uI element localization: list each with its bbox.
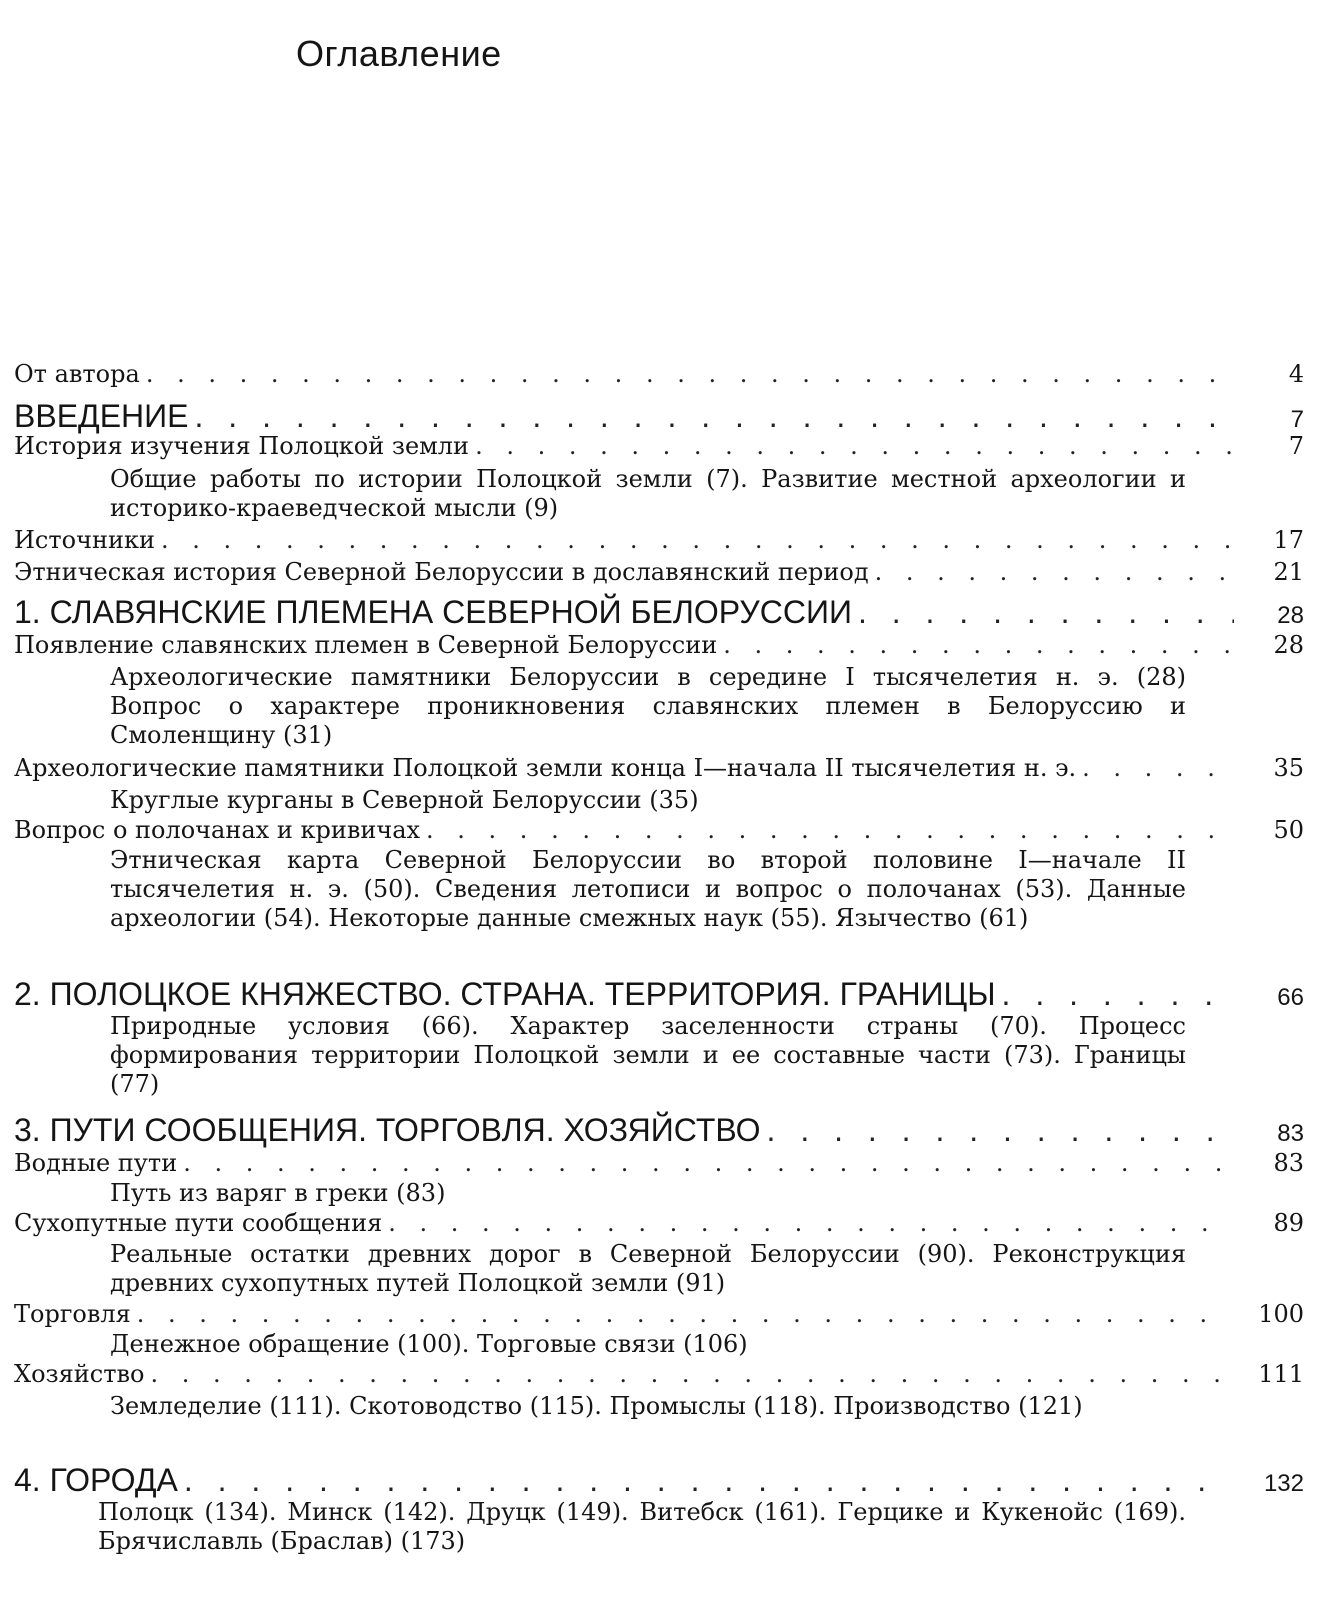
toc-entry-title: Хозяйство bbox=[14, 1360, 145, 1388]
toc-entry bbox=[14, 1360, 1304, 1388]
dot-leader bbox=[155, 526, 1234, 554]
toc-entry-chapter bbox=[14, 976, 1304, 1013]
toc-entry-title: Вопрос о полочанах и кривичах bbox=[14, 816, 421, 844]
dot-leader bbox=[382, 1209, 1234, 1237]
toc-entry-title: Водные пути bbox=[14, 1149, 178, 1177]
dot-leader bbox=[761, 1112, 1234, 1149]
toc-entry-title: Сухопутные пути сообщения bbox=[14, 1209, 383, 1237]
toc-page-number: 132 bbox=[1263, 1470, 1304, 1497]
toc-subentries: Круглые курганы в Северной Белоруссии (35) bbox=[110, 786, 699, 814]
toc-page-number: 50 bbox=[1273, 816, 1304, 844]
page-title: Оглавление bbox=[296, 33, 502, 74]
toc-entry-title: От автора bbox=[14, 360, 140, 388]
toc-page-number: 28 bbox=[1277, 602, 1304, 629]
dot-leader bbox=[420, 816, 1234, 844]
toc-entry bbox=[14, 558, 1304, 586]
toc-subentries: Природные условия (66). Характер заселенности страны (70). Процесс формирования территории Полоцкой земли и ее составные части (73). Границы (77) bbox=[110, 1012, 1186, 1098]
toc-subentries: Полоцк (134). Минск (142). Друцк (149). Витебск (161). Герцике и Кукенойс (169). Брячиславль (Браслав) (173) bbox=[98, 1498, 1186, 1555]
toc-subentries: Путь из варяг в греки (83) bbox=[110, 1179, 446, 1207]
dot-leader bbox=[717, 631, 1234, 659]
toc-entry-title: Торговля bbox=[14, 1300, 131, 1328]
toc-page-number: 66 bbox=[1277, 984, 1304, 1011]
toc-entry bbox=[14, 631, 1304, 659]
toc-page-number: 83 bbox=[1273, 1149, 1304, 1177]
toc-entry-title: 3. ПУТИ СООБЩЕНИЯ. ТОРГОВЛЯ. ХОЗЯЙСТВО bbox=[14, 1112, 761, 1148]
toc-page-number: 83 bbox=[1277, 1120, 1304, 1147]
toc-entry-title: Источники bbox=[14, 526, 155, 554]
toc-subentries: Реальные остатки древних дорог в Северной Белоруссии (90). Реконструкция древних сухопутных путей Полоцкой земли (91) bbox=[110, 1240, 1186, 1297]
toc-entry-chapter bbox=[14, 594, 1304, 631]
dot-leader bbox=[144, 1360, 1228, 1388]
toc-entry bbox=[14, 1209, 1304, 1237]
toc-page-number: 28 bbox=[1273, 631, 1304, 659]
toc-page-number: 100 bbox=[1258, 1300, 1304, 1328]
toc-page-number: 21 bbox=[1273, 558, 1304, 586]
toc-entry-chapter bbox=[14, 1112, 1304, 1149]
dot-leader bbox=[189, 398, 1235, 435]
toc-subentries: Общие работы по истории Полоцкой земли (7). Развитие местной археологии и историко-краеведческой мысли (9) bbox=[110, 465, 1186, 522]
toc-entry-chapter bbox=[14, 1462, 1304, 1499]
toc-page-number: 4 bbox=[1288, 360, 1304, 388]
toc-page-number: 7 bbox=[1290, 406, 1304, 433]
toc-subentries: Земледелие (111). Скотоводство (115). Промыслы (118). Производство (121) bbox=[110, 1392, 1083, 1420]
toc-entry bbox=[14, 1149, 1304, 1177]
dot-leader bbox=[140, 360, 1234, 388]
dot-leader bbox=[996, 976, 1234, 1013]
dot-leader bbox=[869, 558, 1234, 586]
dot-leader bbox=[131, 1300, 1228, 1328]
toc-entry bbox=[14, 360, 1304, 388]
toc-entry-title: История изучения Полоцкой земли bbox=[14, 432, 470, 460]
toc-entry-title: 1. СЛАВЯНСКИЕ ПЛЕМЕНА СЕВЕРНОЙ БЕЛОРУССИИ bbox=[14, 594, 852, 630]
dot-leader bbox=[1076, 754, 1234, 782]
toc-page-number: 89 bbox=[1273, 1209, 1304, 1237]
toc-entry-title: Археологические памятники Полоцкой земли конца I—начала II тысячелетия н. э. bbox=[14, 754, 1077, 782]
toc-page-number: 111 bbox=[1258, 1360, 1304, 1388]
toc-entry-title: Появление славянских племен в Северной Белоруссии bbox=[14, 631, 718, 659]
toc-entry bbox=[14, 1300, 1304, 1328]
toc-entry bbox=[14, 526, 1304, 554]
toc-entry-title: Этническая история Северной Белоруссии в дославянский период bbox=[14, 558, 869, 586]
dot-leader bbox=[469, 432, 1234, 460]
toc-subentries: Этническая карта Северной Белоруссии во второй половине I—начале II тысячелетия н. э. (50). Сведения летописи и вопрос о полочанах (53). Данные археологии (54). Некоторые данные смежных наук (55). Язычество (61) bbox=[110, 846, 1186, 932]
toc-entry bbox=[14, 816, 1304, 844]
toc-entry bbox=[14, 432, 1304, 460]
dot-leader bbox=[178, 1462, 1234, 1499]
toc-entry-chapter bbox=[14, 398, 1304, 435]
toc-subentries: Археологические памятники Белоруссии в середине I тысячелетия н. э. (28) Вопрос о характере проникновения славянских племен в Белоруссию и Смоленщину (31) bbox=[110, 663, 1186, 749]
toc-entry-title: 2. ПОЛОЦКОЕ КНЯЖЕСТВО. СТРАНА. ТЕРРИТОРИЯ. ГРАНИЦЫ bbox=[14, 976, 996, 1012]
toc-page-number: 17 bbox=[1273, 526, 1304, 554]
toc-entry-title: ВВЕДЕНИЕ bbox=[14, 398, 189, 434]
toc-page-number: 7 bbox=[1288, 432, 1304, 460]
toc-entry bbox=[14, 754, 1304, 782]
toc-page-number: 35 bbox=[1273, 754, 1304, 782]
dot-leader bbox=[852, 594, 1234, 631]
toc-subentries: Денежное обращение (100). Торговые связи (106) bbox=[110, 1330, 748, 1358]
dot-leader bbox=[177, 1149, 1234, 1177]
toc-entry-title: 4. ГОРОДА bbox=[14, 1462, 178, 1498]
